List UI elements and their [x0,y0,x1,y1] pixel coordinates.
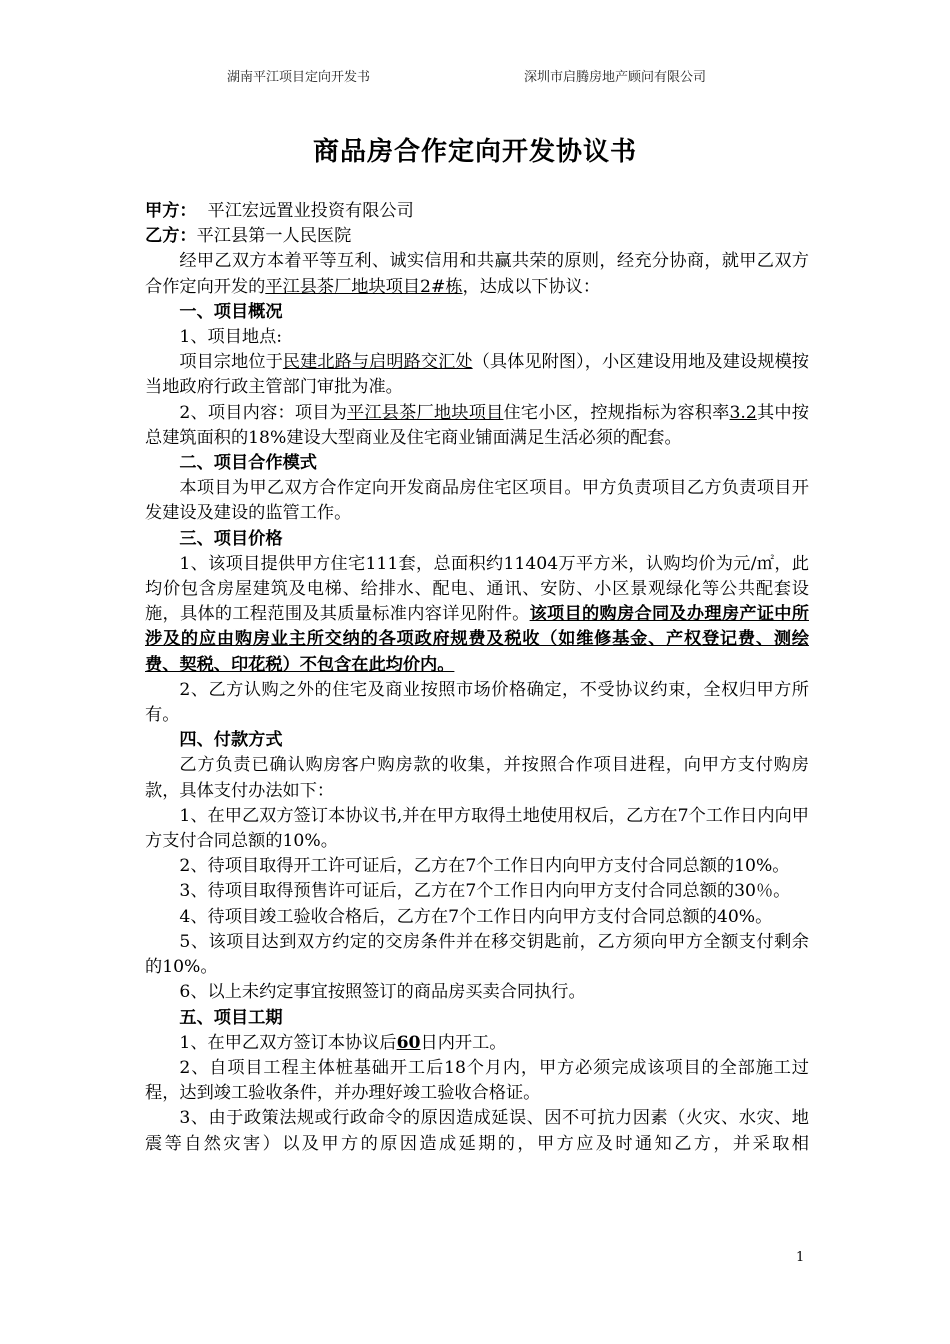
party-b-label: 乙方： [145,226,197,247]
s1-item2-c: 其中按总建筑面积的18%建设大型商业及住宅商业铺面满足生活必须的配套。 [145,402,809,448]
section-5-heading: 五、项目工期 [179,1007,283,1028]
s5-item1-days: 60 [396,1032,421,1053]
party-a [145,199,809,224]
s1-item1-location: 民建北路与启明路交汇处 [282,352,473,373]
s1-item1-a: 项目宗地位于 [179,352,283,373]
intro-text-1: 经甲乙双方本着平等互利、诚实信用和共赢共荣的原则，经充分协商，就甲乙双方合作定向开发的 [145,251,809,297]
document-title: 商品房合作定向开发协议书 [312,137,637,167]
section-2-text: 本项目为甲乙双方合作定向开发商品房住宅区项目。甲方负责项目乙方负责项目开发建设及建设的监管工作。 [145,478,809,524]
section-4-item-1: 1、在甲乙双方签订本协议书,并在甲方取得土地使用权后，乙方在7个工作日内向甲方支付合同总额的10%。 [145,805,809,852]
party-b-name: 平江县第一人民医院 [196,226,352,247]
header-project-name: 湖南平江项目定向开发书 [227,70,371,85]
intro-project-name: 平江县茶厂地块项目2#栋 [265,276,463,297]
s5-item1-a: 1、在甲乙双方签订本协议后 [179,1032,397,1053]
section-4-heading: 四、付款方式 [179,730,283,751]
s3-item1-a: 1、该项目提供甲方住宅111套，总面积约11404万平方米，认购均价为元/㎡，此均价包含房屋建筑及电梯、给排水、配电、通讯、安防、小区景观绿化等公共配套设施，具体的工程范围及其质量标准内容详见附件。 [145,553,809,625]
s1-item2-project: 平江县茶厂地块项目 [347,402,504,423]
section-3-item-1 [145,552,809,678]
party-a-name: 平江宏远置业投资有限公司 [196,201,414,221]
section-4-item-6: 6、以上未约定事宜按照签订的商品房买卖合同执行。 [179,982,586,1003]
section-5-item-3: 3、由于政策法规或行政命令的原因造成延误、因不可抗力因素（火灾、水灾、地震等自然灾害）以及甲方的原因造成延期的，甲方应及时通知乙方，并采取相 [145,1108,809,1154]
party-a-label: 甲方： [145,201,197,221]
section-4-item-5: 5、该项目达到双方约定的交房条件并在移交钥匙前，乙方须向甲方全额支付剩余的10%。 [145,931,809,978]
intro-paragraph [145,249,809,299]
section-4-intro: 乙方负责已确认购房客户购房款的收集，并按照合作项目进程，向甲方支付购房款，具体支付办法如下： [145,755,809,801]
section-1-item-2 [145,401,809,451]
s1-item2-ratio: 3.2 [729,402,757,423]
header-company-name: 深圳市启腾房地产顾问有限公司 [524,70,707,85]
section-1-item-1-text [145,350,809,400]
s3-item1-bold-note: 该项目的购房合同及办理房产证中所涉及的应由购房业主所交纳的各项政府规费及税收（如维修基金、产权登记费、测绘费、契税、印花税）不包含在此均价内。 [145,604,809,675]
s1-item2-b: 住宅小区，控规指标为容积率 [503,402,730,423]
section-5-item-1 [145,1031,809,1056]
section-3-item-2: 2、乙方认购之外的住宅及商业按照市场价格确定，不受协议约束，全权归甲方所有。 [145,679,809,726]
s1-item2-a: 2、项目内容：项目为 [179,402,347,423]
section-4-item-3: 3、待项目取得预售许可证后，乙方在7个工作日内向甲方支付合同总额的30％。 [179,881,791,902]
section-3-heading: 三、项目价格 [179,528,283,549]
section-5-item-2: 2、自项目工程主体桩基础开工后18个月内，甲方必须完成该项目的全部施工过程，达到竣工验收条件，并办理好竣工验收合格证。 [145,1057,809,1104]
section-4-item-4: 4、待项目竣工验收合格后，乙方在7个工作日内向甲方支付合同总额的40%。 [179,906,773,927]
s1-item1-b: （具体见附图），小区建设用地及建设规模按当地政府行政主管部门审批为准。 [145,352,809,398]
s5-item1-b: 日内开工。 [420,1032,507,1053]
page-number: 1 [796,1250,805,1265]
section-1-item-1-title: 1、项目地点: [179,327,283,348]
document-body [145,199,809,1157]
section-4-item-2: 2、待项目取得开工许可证后，乙方在7个工作日内向甲方支付合同总额的10%。 [179,856,790,877]
section-1-heading: 一、项目概况 [179,301,283,322]
section-2-heading: 二、项目合作模式 [179,453,317,474]
intro-text-2: ，达成以下协议： [462,276,601,297]
party-b [145,224,809,249]
